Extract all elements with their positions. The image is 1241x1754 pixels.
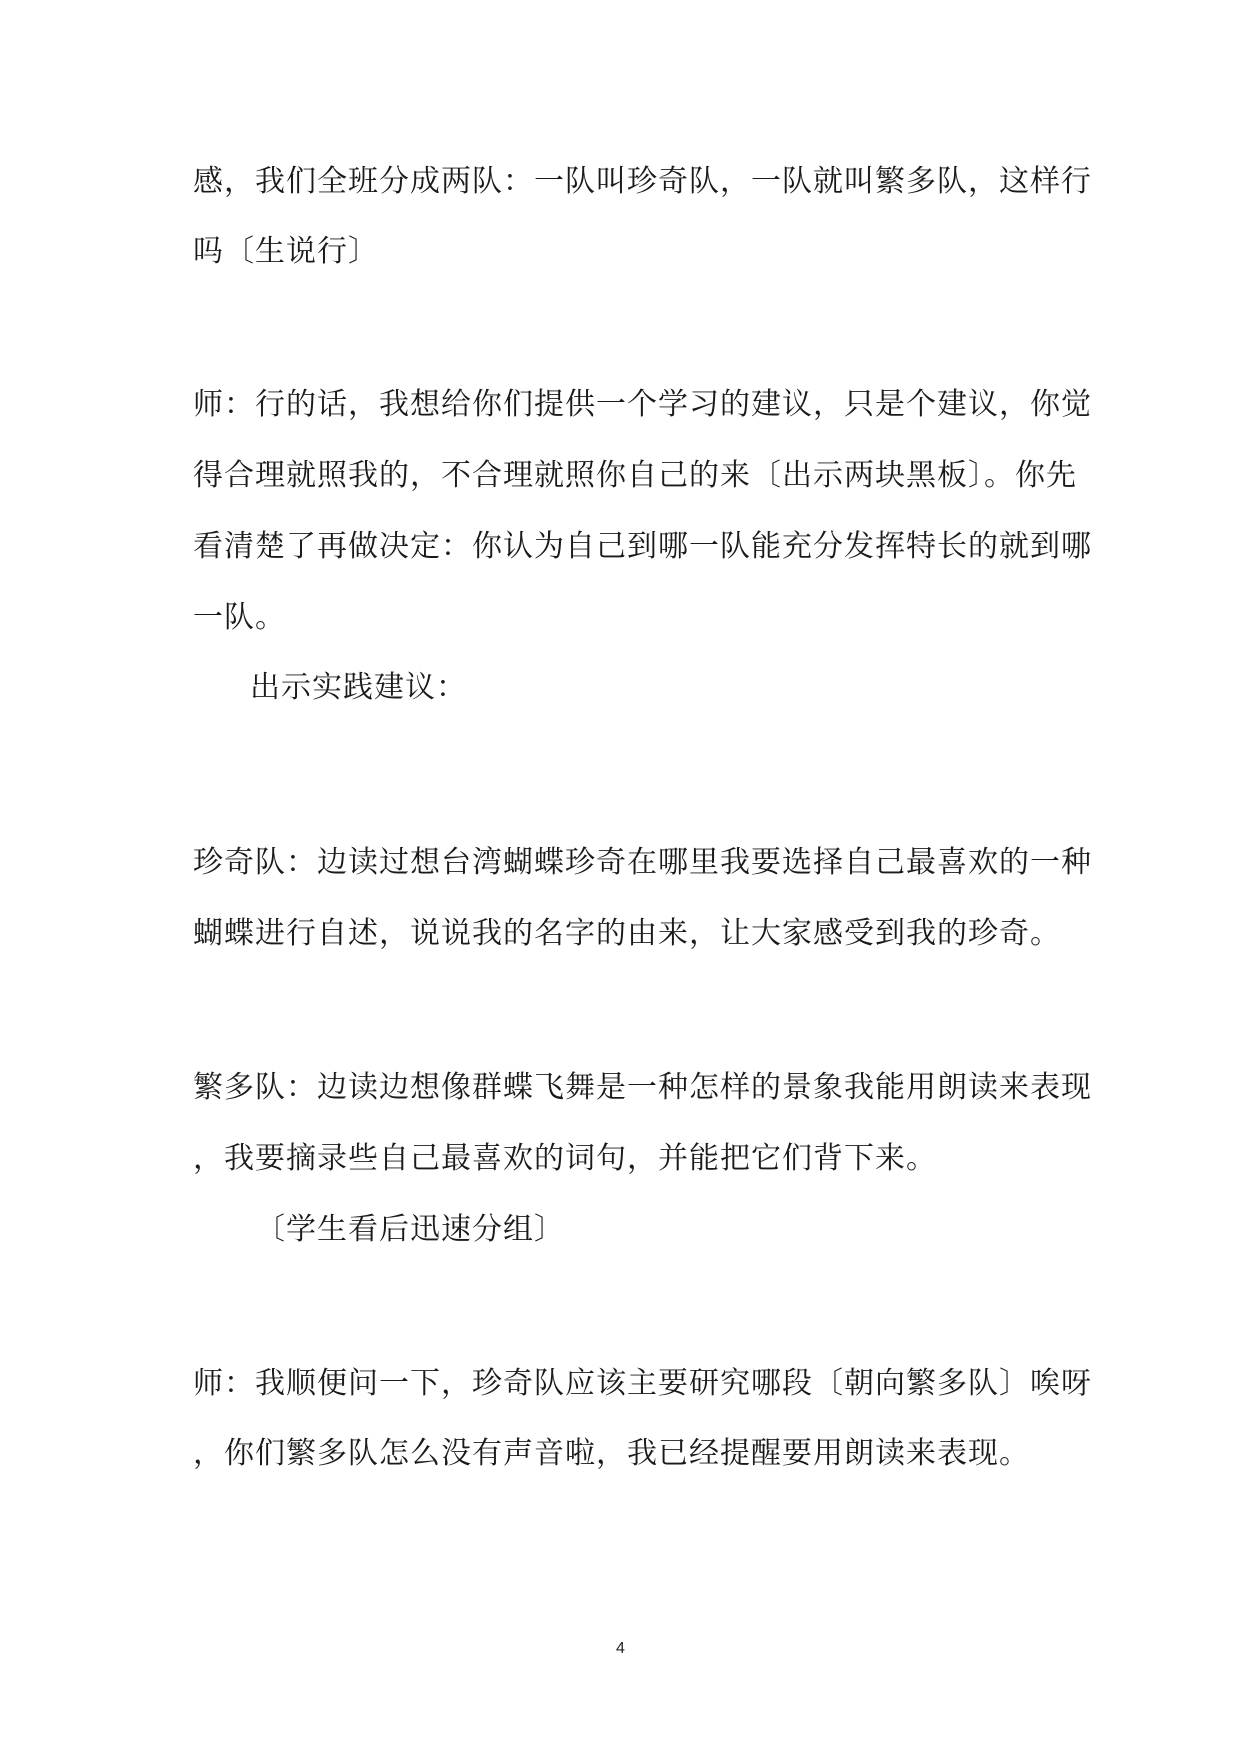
text-line: 繁多队：边读边想像群蝶飞舞是一种怎样的景象我能用朗读来表现 (193, 1070, 1092, 1105)
text-line: 感，我们全班分成两队：一队叫珍奇队，一队就叫繁多队，这样行 (193, 164, 1092, 199)
text-line: 〔学生看后迅速分组〕 (255, 1212, 565, 1247)
page-number: 4 (616, 1640, 625, 1657)
text-line: 吗〔生说行〕 (193, 234, 379, 269)
text-line: 蝴蝶进行自述，说说我的名字的由来，让大家感受到我的珍奇。 (193, 916, 1061, 951)
text-line: 一队。 (193, 600, 286, 635)
text-line: 看清楚了再做决定：你认为自己到哪一队能充分发挥特长的就到哪 (193, 529, 1092, 564)
text-line: ，你们繁多队怎么没有声音啦，我已经提醒要用朗读来表现。 (193, 1436, 1030, 1471)
text-line: 师：我顺便问一下，珍奇队应该主要研究哪段〔朝向繁多队〕唉呀 (193, 1366, 1092, 1401)
text-line: 出示实践建议： (250, 670, 467, 705)
text-line: 得合理就照我的，不合理就照你自己的来〔出示两块黑板〕。你先 (193, 458, 1077, 493)
text-line: 珍奇队：边读过想台湾蝴蝶珍奇在哪里我要选择自己最喜欢的一种 (193, 845, 1092, 880)
text-line: 师：行的话，我想给你们提供一个学习的建议，只是个建议，你觉 (193, 387, 1092, 422)
text-line: ，我要摘录些自己最喜欢的词句，并能把它们背下来。 (193, 1141, 937, 1176)
